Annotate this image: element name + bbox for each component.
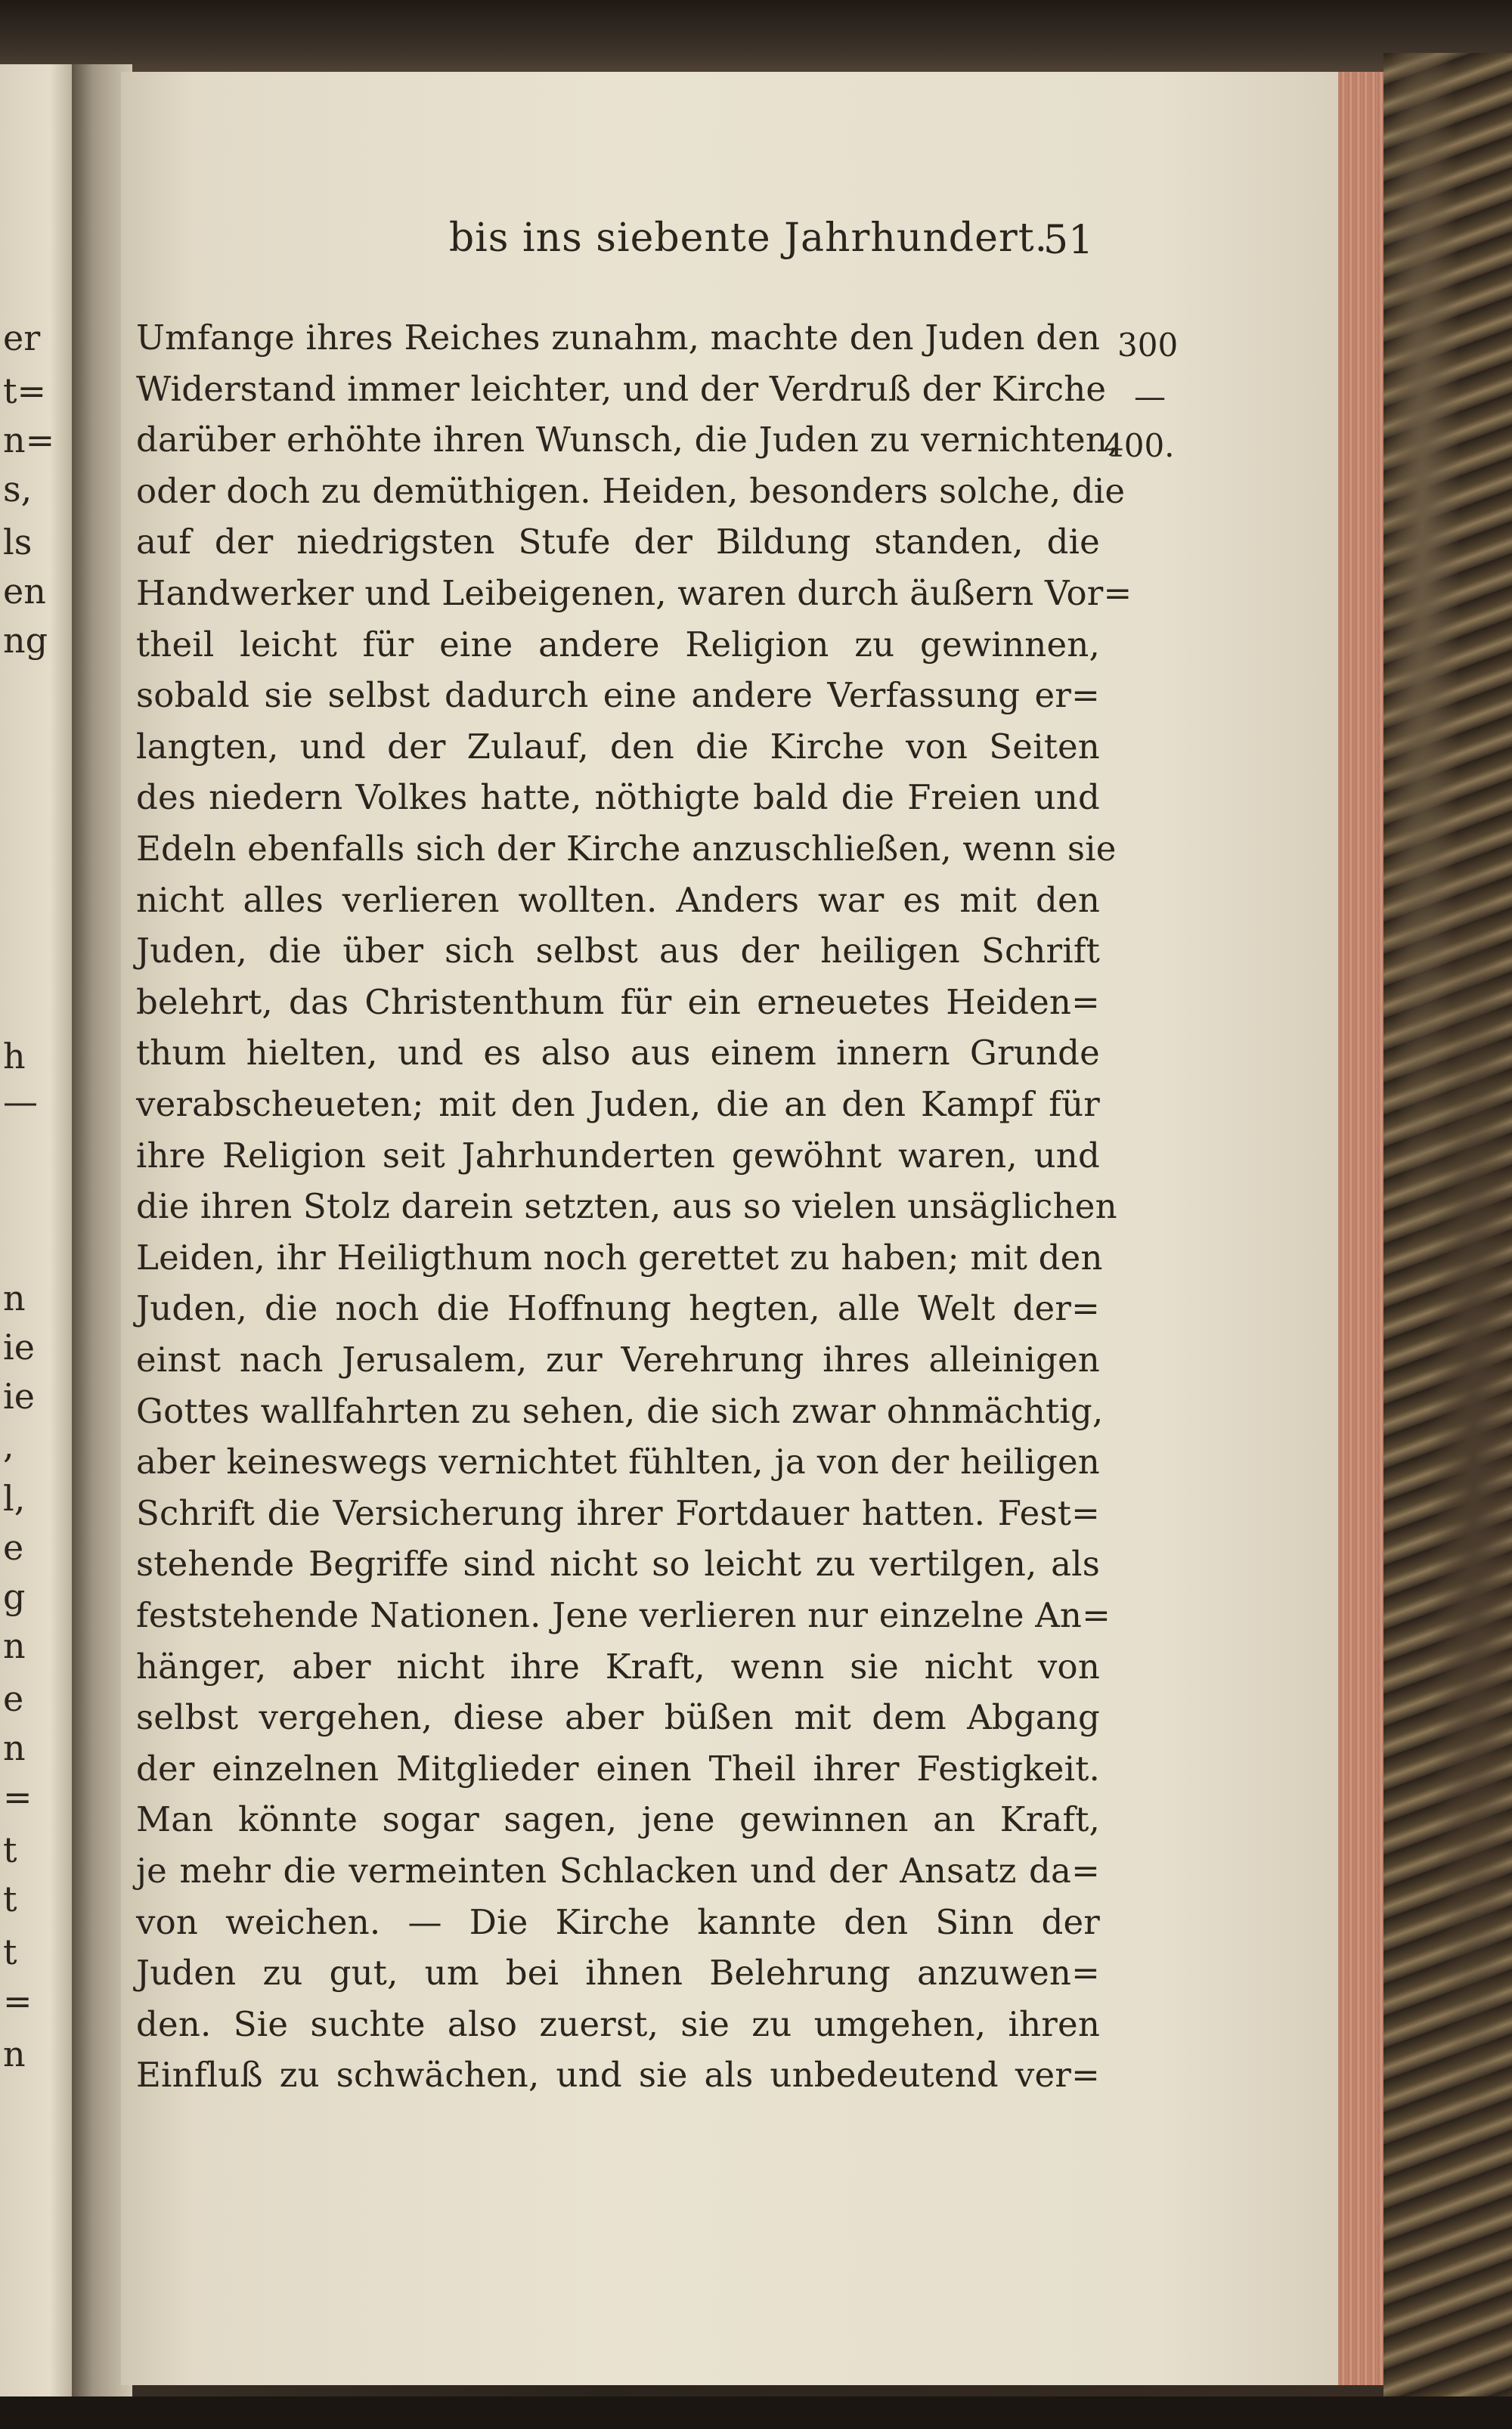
text-line: des niedern Volkes hatte, nöthigte bald die Freien und xyxy=(136,777,1100,818)
page-edges xyxy=(1338,72,1383,2385)
left-page-fragment: er xyxy=(3,318,41,358)
left-page-text-fragments xyxy=(0,0,55,2429)
text-line: Juden, die noch die Hoffnung hegten, alle Welt der= xyxy=(136,1288,1100,1329)
left-page-fragment: = xyxy=(3,1777,33,1817)
text-line: von weichen. — Die Kirche kannte den Sinn der xyxy=(136,1901,1100,1942)
book-binding-top xyxy=(0,0,1512,83)
text-line: darüber erhöhte ihren Wunsch, die Juden zu vernichten, xyxy=(136,420,1119,460)
marbled-cover xyxy=(1383,53,1512,2419)
text-line: Gottes wallfahrten zu sehen, die sich zwar ohnmächtig, xyxy=(136,1390,1104,1431)
left-page-fragment: ie xyxy=(3,1376,35,1417)
text-line: oder doch zu demüthigen. Heiden, besonders solche, die xyxy=(136,470,1126,511)
text-line: stehende Begriffe sind nicht so leicht zu vertilgen, als xyxy=(136,1544,1100,1585)
left-page-fragment: n xyxy=(3,1625,26,1666)
text-line: der einzelnen Mitglieder einen Theil ihrer Festigkeit. xyxy=(136,1748,1100,1789)
text-line: selbst vergehen, diese aber büßen mit dem Abgang xyxy=(136,1697,1100,1738)
text-line: feststehende Nationen. Jene verlieren nur einzelne An= xyxy=(136,1595,1111,1635)
left-page-fragment: t xyxy=(3,1932,17,1972)
left-page-fragment: n= xyxy=(3,420,55,460)
text-line: Juden zu gut, um bei ihnen Belehrung anzuwen= xyxy=(136,1953,1100,1994)
text-line: Leiden, ihr Heiligthum noch gerettet zu haben; mit den xyxy=(136,1237,1103,1278)
left-page-fragment: t xyxy=(3,1879,17,1919)
page-number: 51 xyxy=(1043,218,1094,263)
text-line: nicht alles verlieren wollten. Anders war es mit den xyxy=(136,879,1100,920)
left-page-fragment: = xyxy=(3,1981,33,2022)
text-line: Widerstand immer leichter, und der Verdruß der Kirche xyxy=(136,368,1107,409)
left-page-fragment: n xyxy=(3,1278,26,1318)
left-page-fragment: n xyxy=(3,2034,26,2074)
left-page-fragment: h xyxy=(3,1036,26,1077)
text-line: Umfange ihres Reiches zunahm, machte den Juden den xyxy=(136,318,1101,358)
text-line: Handwerker und Leibeigenen, waren durch äußern Vor= xyxy=(136,573,1132,613)
text-line: Schrift die Versicherung ihrer Fortdauer hatten. Fest= xyxy=(136,1492,1100,1533)
left-page-fragment: en xyxy=(3,571,46,612)
left-page-fragment: l, xyxy=(3,1478,26,1519)
margin-note-start-year: 300 xyxy=(1117,327,1179,364)
text-line: auf der niedrigsten Stufe der Bildung standen, die xyxy=(136,522,1100,562)
text-line: je mehr die vermeinten Schlacken und der Ansatz da= xyxy=(136,1851,1100,1891)
text-line: Juden, die über sich selbst aus der heiligen Schrift xyxy=(136,931,1100,971)
text-line: Edeln ebenfalls sich der Kirche anzuschließen, wenn sie xyxy=(136,829,1117,869)
text-line: sobald sie selbst dadurch eine andere Verfassung er= xyxy=(136,675,1100,716)
left-page-fragment: ie xyxy=(3,1327,35,1368)
text-line: aber keineswegs vernichtet fühlten, ja von der heiligen xyxy=(136,1442,1100,1482)
running-header xyxy=(333,215,1164,261)
left-page-fragment: , xyxy=(3,1425,14,1466)
left-page-fragment: n xyxy=(3,1727,26,1768)
text-line: hänger, aber nicht ihre Kraft, wenn sie nicht von xyxy=(136,1646,1100,1687)
left-page-fragment: g xyxy=(3,1576,26,1617)
book-bottom-shadow xyxy=(0,2396,1512,2429)
running-title: bis ins siebente Jahrhundert. xyxy=(448,215,1049,261)
text-line: Man könnte sogar sagen, jene gewinnen an Kraft, xyxy=(136,1799,1100,1840)
text-line: Einfluß zu schwächen, und sie als unbedeutend ver= xyxy=(136,2055,1100,2096)
text-line: die ihren Stolz darein setzten, aus so vielen unsäglichen xyxy=(136,1186,1117,1227)
left-page-fragment: — xyxy=(3,1081,38,1122)
left-page-fragment: e xyxy=(3,1678,24,1719)
left-page-fragment: t xyxy=(3,1829,17,1870)
left-page-fragment: t= xyxy=(3,370,47,411)
text-line: verabscheueten; mit den Juden, die an den Kampf für xyxy=(136,1084,1100,1124)
margin-note-end-year: 400. xyxy=(1104,427,1175,464)
left-page-fragment: e xyxy=(3,1527,24,1568)
left-page-fragment: ls xyxy=(3,522,33,562)
left-page-fragment: ng xyxy=(3,620,48,661)
margin-note-dash: — xyxy=(1134,378,1166,415)
left-page-fragment: s, xyxy=(3,469,33,510)
text-line: langten, und der Zulauf, den die Kirche von Seiten xyxy=(136,726,1100,767)
text-line: belehrt, das Christenthum für ein erneuetes Heiden= xyxy=(136,981,1100,1022)
text-line: theil leicht für eine andere Religion zu gewinnen, xyxy=(136,624,1100,665)
text-line: thum hielten, und es also aus einem innern Grunde xyxy=(136,1033,1100,1074)
text-line: einst nach Jerusalem, zur Verehrung ihres alleinigen xyxy=(136,1340,1100,1380)
text-line: den. Sie suchte also zuerst, sie zu umgehen, ihren xyxy=(136,2003,1100,2044)
text-line: ihre Religion seit Jahrhunderten gewöhnt waren, und xyxy=(136,1135,1100,1176)
